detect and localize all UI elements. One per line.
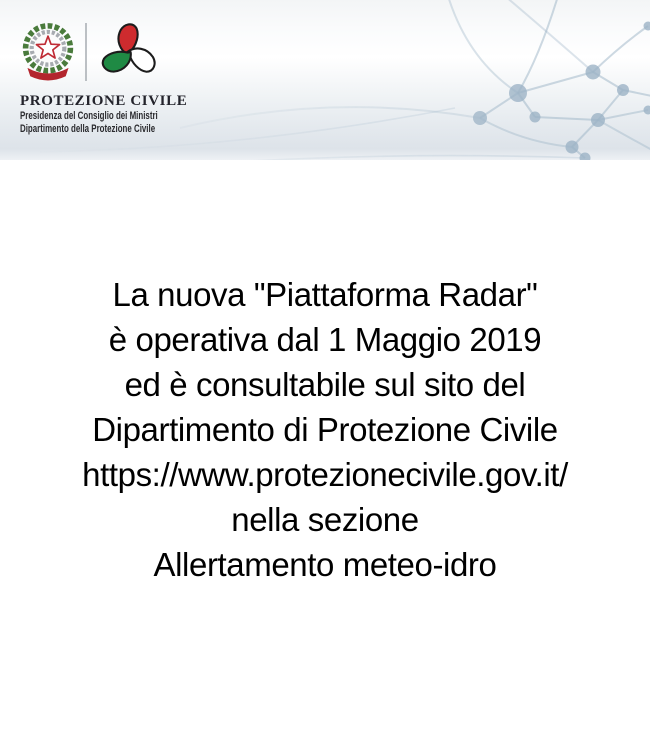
announcement-line-2: è operativa dal 1 Maggio 2019 xyxy=(108,321,542,358)
announcement-line-1: La nuova "Piattaforma Radar" xyxy=(112,276,538,313)
logo-divider xyxy=(85,23,87,81)
header-banner xyxy=(0,0,650,160)
protezione-civile-logo-block xyxy=(20,18,211,135)
emblem-row xyxy=(20,18,211,86)
org-subtitle-presidenza: Presidenza del Consiglio dei Ministri xyxy=(20,110,158,122)
italian-republic-emblem-icon xyxy=(20,20,76,84)
org-wordmark: PROTEZIONE CIVILE xyxy=(20,93,188,109)
announcement-line-4: Dipartimento di Protezione Civile xyxy=(92,411,558,448)
announcement-line-7: Allertamento meteo-idro xyxy=(153,546,497,583)
org-subtitle-dipartimento: Dipartimento della Protezione Civile xyxy=(20,122,156,135)
announcement-line-3: ed è consultabile sul sito del xyxy=(124,366,526,403)
protezione-civile-emblem-icon xyxy=(96,19,162,85)
announcement-text-block xyxy=(0,160,650,587)
announcement-line-6: nella sezione xyxy=(231,501,419,538)
announcement-url: https://www.protezionecivile.gov.it/ xyxy=(82,456,568,493)
